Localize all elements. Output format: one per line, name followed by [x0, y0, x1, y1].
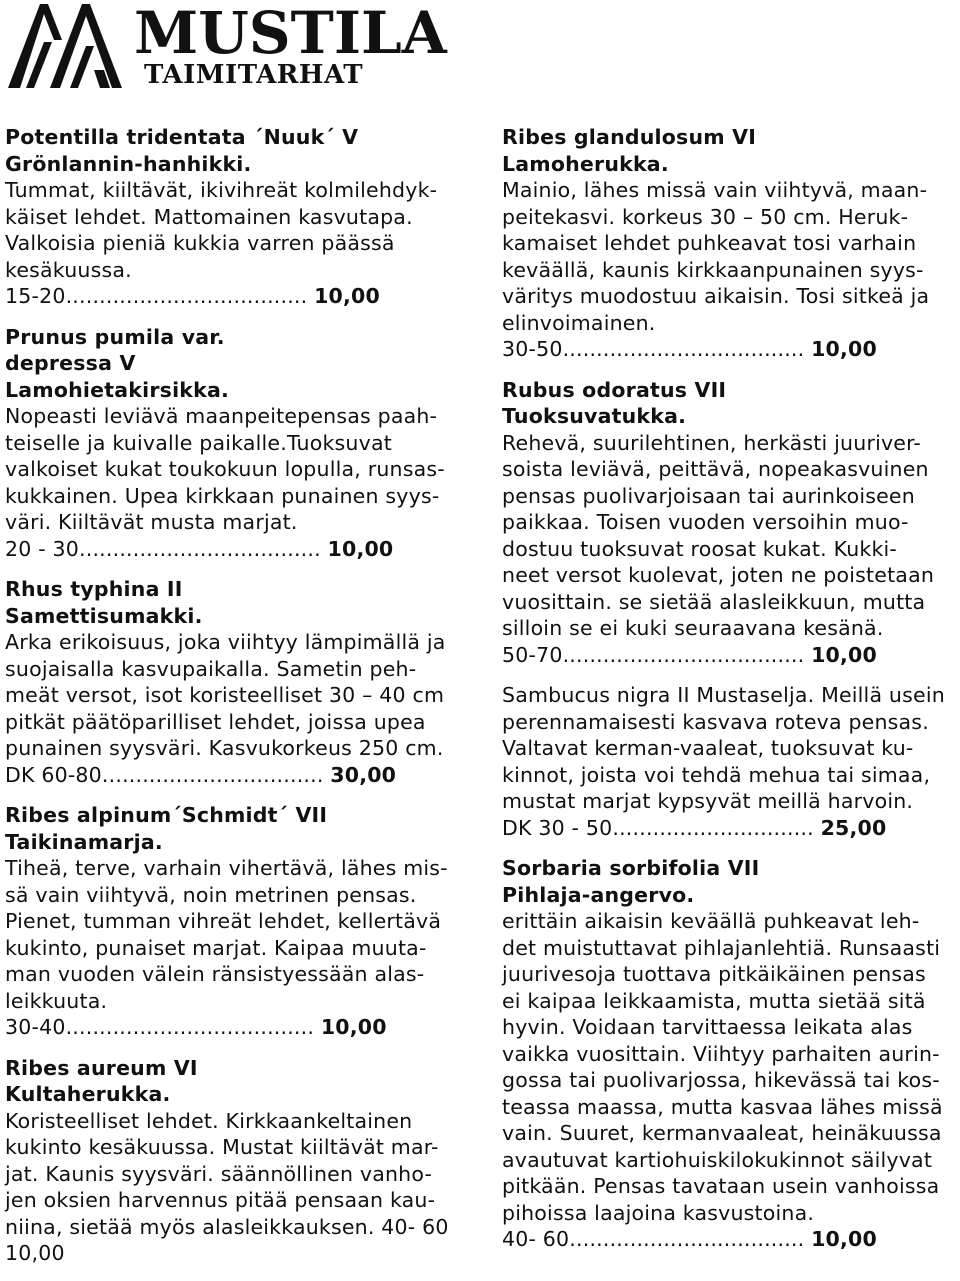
- plant-description-line: Arka erikoisuus, joka viihtyy lämpimällä ja: [5, 630, 446, 654]
- plant-description-line: väri. Kiiltävät musta marjat.: [5, 510, 298, 534]
- price-leader-dots: ....................................: [65, 284, 308, 308]
- plant-description-line: Valkoisia pieniä kukkia varren päässä: [5, 231, 395, 255]
- price-leader-dots: .....................................: [65, 1015, 315, 1039]
- plant-common-name: Pihlaja-angervo.: [502, 882, 695, 907]
- plant-description-line: det muistuttavat pihlajanlehtiä. Runsaasti: [502, 935, 941, 960]
- plant-latin-name: Sorbaria sorbifolia VII: [502, 856, 760, 880]
- plant-description-line: Pienet, tumman vihreät lehdet, kellertävä: [5, 909, 442, 933]
- price-leader-dots: ....................................: [79, 536, 321, 561]
- plant-description-line: pitkät päätöparilliset lehdet, joissa upea: [5, 709, 426, 734]
- plant-description-line: peitekasvi. korkeus 30 – 50 cm. Heruk-: [502, 204, 909, 229]
- plant-description-line: Mainio, lähes missä vain viihtyvä, maan-: [502, 178, 928, 202]
- plant-description-line: kamaiset lehdet puhkeavat tosi varhain: [502, 231, 917, 255]
- plant-description-line: valkoiset kukat toukokuun lopulla, runsas-: [5, 457, 445, 481]
- plant-description-line: keväällä, kaunis kirkkaanpunainen syys-: [502, 257, 924, 282]
- plant-latin-name: Ribes glandulosum VI: [502, 125, 757, 149]
- plant-common-name: Tuoksuvatukka.: [502, 404, 687, 428]
- plant-latin-name: Potentilla tridentata ´Nuuk´ V: [5, 125, 359, 149]
- plant-description-line: punainen syysväri. Kasvukorkeus 250 cm.: [5, 736, 444, 760]
- plant-description-line: silloin se ei kuki seuraavana kesänä.: [502, 616, 884, 640]
- plant-description-line: suojaisalla kasvupaikalla. Sametin peh-: [5, 656, 417, 681]
- plant-description-line: Koristeelliset lehdet. Kirkkaankeltainen: [5, 1108, 413, 1133]
- plant-description-line: erittäin aikaisin keväällä puhkeavat leh-: [502, 909, 920, 933]
- plant-description-line: dostuu tuoksuvat roosat kukat. Kukki-: [502, 536, 898, 561]
- plant-description-line: vuosittain. se sietää alasleikkuun, mutta: [502, 589, 926, 614]
- plant-entry: [502, 124, 957, 363]
- logo-subtitle: TAIMITARHAT: [144, 60, 364, 90]
- price-line: [5, 1014, 475, 1041]
- price-leader-dots: ..............................: [612, 815, 814, 840]
- plant-latin-name: depressa V: [5, 351, 136, 375]
- plant-description-line: leikkuuta.: [5, 988, 108, 1013]
- plant-entry: [5, 1055, 475, 1267]
- price-line: [5, 762, 475, 789]
- plant-description-line: pihoissa laajoina kasvustoina.: [502, 1200, 815, 1225]
- price-line: [502, 642, 957, 669]
- plant-description-line: vain. Suuret, kermanvaaleat, heinäkuussa: [502, 1121, 942, 1145]
- plant-description-line: pitkään. Pensas tavataan usein vanhoissa: [502, 1174, 940, 1198]
- plant-description-line: Tummat, kiiltävät, ikivihreät kolmilehdyk-: [5, 178, 438, 202]
- plant-description-line: soista leviävä, peittävä, nopeakasvuinen: [502, 457, 929, 481]
- price-line: [5, 536, 475, 563]
- price-line: [502, 1226, 957, 1253]
- plant-description-line: jen oksien harvennus pitää pensaan kau-: [5, 1188, 436, 1212]
- plant-entry: [5, 576, 475, 788]
- price-value: 10,00: [811, 337, 877, 361]
- price-value: 25,00: [820, 815, 887, 840]
- plant-description-line: väritys muodostuu aikaisin. Tosi sitkeä ja: [502, 284, 930, 308]
- price-line: [502, 336, 957, 363]
- plant-description-line: jat. Kaunis syysväri. säännöllinen vanho-: [5, 1161, 433, 1186]
- price-line: [5, 283, 475, 310]
- plant-description-line: Tiheä, terve, varhain vihertävä, lähes mis-: [5, 856, 448, 880]
- left-column: [5, 124, 475, 1281]
- plant-description-line: vaikka vuosittain. Viihtyy parhaiten aurin-: [502, 1041, 940, 1066]
- plant-description-line: gossa tai puolivarjossa, hikevässä tai kos-: [502, 1068, 940, 1092]
- plant-entry: [502, 377, 957, 669]
- plant-description-line: kukinto, punaiset marjat. Kaipaa muuta-: [5, 935, 427, 960]
- size-range: 20 - 30: [5, 536, 80, 561]
- price-value: 30,00: [330, 762, 397, 787]
- size-range: 15-20: [5, 284, 66, 308]
- price-leader-dots: ...................................: [569, 1227, 805, 1251]
- plant-common-name: Taikinamarja.: [5, 829, 163, 854]
- size-range: DK 60-80: [5, 762, 102, 787]
- plant-common-name: Grönlannin-hanhikki.: [5, 151, 252, 176]
- plant-description-line: teassa maassa, mutta kasvaa lähes missä: [502, 1094, 943, 1119]
- size-range: 30-50: [502, 337, 563, 361]
- size-range: DK 30 - 50: [502, 815, 613, 840]
- plant-common-name: Lamohietakirsikka.: [5, 377, 229, 402]
- plant-description-line: man vuoden välein ränsistyessään alas-: [5, 962, 425, 986]
- plant-entry: [502, 855, 957, 1253]
- price-value: 10,00: [327, 536, 394, 561]
- price-leader-dots: .................................: [101, 762, 324, 787]
- plant-description-line: Sambucus nigra II Mustaselja. Meillä usein: [502, 683, 945, 707]
- price-leader-dots: ....................................: [562, 642, 805, 667]
- plant-description-line: kesäkuussa.: [5, 257, 132, 282]
- plant-common-name: Lamoherukka.: [502, 151, 669, 176]
- plant-description-line: käiset lehdet. Mattomainen kasvutapa.: [5, 204, 413, 229]
- plant-description-line: perennamaisesti kasvava roteva pensas.: [502, 709, 929, 734]
- plant-description-line: sä vain viihtyvä, noin metrinen pensas.: [5, 882, 417, 907]
- price-value: 10,00: [811, 642, 877, 667]
- size-range: 50-70: [502, 642, 563, 667]
- plant-description-line: juurivesoja tuottava pitkäikäinen pensas: [502, 962, 926, 986]
- plant-description-line: avautuvat kartiohuiskilokukinnot säilyvat: [502, 1147, 933, 1172]
- plant-description-line: kukinto kesäkuussa. Mustat kiiltävät mar-: [5, 1135, 439, 1159]
- logo-brand: MUSTILA: [134, 0, 447, 67]
- plant-common-name: Kultaherukka.: [5, 1082, 171, 1106]
- plant-description-line: mustat marjat kypsyvät meillä harvoin.: [502, 789, 914, 813]
- plant-latin-name: Rhus typhina II: [5, 577, 183, 601]
- plant-description-line: ei kaipaa leikkaamista, mutta sietää sitä: [502, 988, 926, 1013]
- plant-description-line: Valtavat kerman-vaaleat, tuoksuvat ku-: [502, 736, 914, 760]
- plant-description-line: niina, sietää myös alasleikkauksen. 40- 60: [5, 1214, 449, 1239]
- price-leader-dots: ....................................: [562, 337, 805, 361]
- plant-description-line: paikkaa. Toisen vuoden versoihin muo-: [502, 510, 909, 534]
- plant-latin-name: Rubus odoratus VII: [502, 377, 727, 402]
- plant-latin-name: Ribes alpinum´Schmidt´ VII: [5, 803, 328, 827]
- right-column: [502, 124, 957, 1267]
- price-value: 10,00: [314, 284, 380, 308]
- price-value: 10,00: [811, 1227, 877, 1251]
- plant-description-line: kukkainen. Upea kirkkaan punainen syys-: [5, 483, 440, 508]
- plant-description-line: hyvin. Voidaan tarvittaessa leikata alas: [502, 1015, 913, 1039]
- price-value: 10,00: [320, 1015, 387, 1039]
- plant-description-line: meät versot, isot koristeelliset 30 – 40 cm: [5, 683, 445, 707]
- plant-entry: [502, 682, 957, 841]
- plant-latin-name: Ribes aureum VI: [5, 1055, 198, 1080]
- plant-description-line: 10,00: [5, 1241, 65, 1265]
- plant-entry: [5, 124, 475, 310]
- plant-description-line: elinvoimainen.: [502, 310, 656, 335]
- plant-entry: [5, 802, 475, 1041]
- size-range: 40- 60: [502, 1227, 570, 1251]
- plant-description-line: neet versot kuolevat, joten ne poistetaan: [502, 563, 935, 587]
- plant-description-line: Nopeasti leviävä maanpeitepensas paah-: [5, 404, 438, 428]
- plant-latin-name: Prunus pumila var.: [5, 324, 225, 349]
- plant-description-line: kinnot, joista voi tehdä mehua tai simaa,: [502, 762, 931, 787]
- plant-entry: [5, 324, 475, 563]
- plant-description-line: Rehevä, suurilehtinen, herkästi juuriver-: [502, 430, 922, 455]
- size-range: 30-40: [5, 1015, 66, 1039]
- mustila-logo: [4, 0, 447, 96]
- plant-description-line: pensas puolivarjoisaan tai aurinkoiseen: [502, 483, 915, 508]
- price-line: [502, 815, 957, 842]
- plant-common-name: Samettisumakki.: [5, 603, 203, 628]
- plant-description-line: teiselle ja kuivalle paikalle.Tuoksuvat: [5, 430, 392, 455]
